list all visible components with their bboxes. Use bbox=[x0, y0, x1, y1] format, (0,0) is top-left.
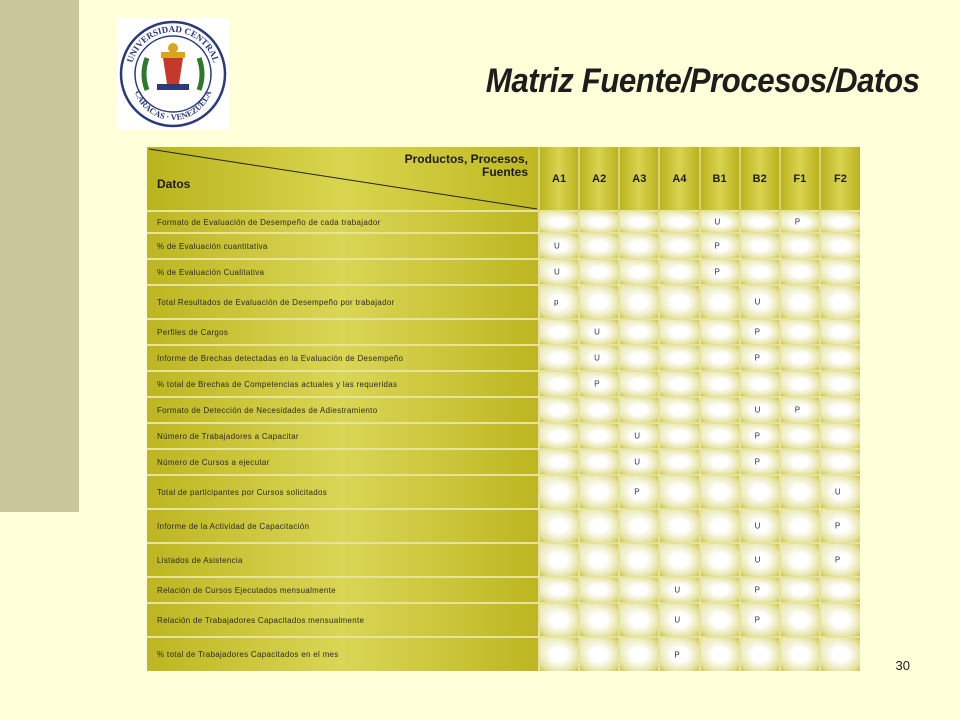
cell-value: U bbox=[714, 217, 721, 227]
matrix-cell bbox=[780, 285, 820, 319]
cell-value: P bbox=[754, 327, 760, 337]
cell-value: P bbox=[754, 585, 760, 595]
matrix-cell bbox=[820, 211, 860, 233]
matrix-cell bbox=[780, 543, 820, 577]
cell-value: p bbox=[554, 297, 559, 307]
matrix-cell bbox=[539, 423, 579, 449]
cell-value: U bbox=[754, 405, 761, 415]
matrix-cell bbox=[659, 285, 699, 319]
matrix-cell bbox=[539, 371, 579, 397]
matrix-cell bbox=[820, 371, 860, 397]
cell-value: P bbox=[714, 241, 720, 251]
matrix-cell bbox=[539, 259, 579, 285]
matrix-cell bbox=[780, 397, 820, 423]
matrix-cell bbox=[740, 449, 780, 475]
row-label: % de Evaluación cuantitativa bbox=[147, 233, 539, 259]
matrix-cell bbox=[740, 509, 780, 543]
matrix-cell bbox=[659, 423, 699, 449]
cell-value: P bbox=[834, 521, 841, 531]
matrix-header-row bbox=[147, 147, 860, 211]
matrix-cell bbox=[659, 449, 699, 475]
matrix-cell bbox=[619, 423, 659, 449]
matrix-cell bbox=[700, 603, 740, 637]
matrix-cell bbox=[780, 345, 820, 371]
table-row bbox=[147, 603, 860, 637]
matrix-cell bbox=[700, 371, 740, 397]
matrix-cell bbox=[619, 577, 659, 603]
matrix-cell bbox=[700, 475, 740, 509]
cell-value: U bbox=[594, 353, 600, 363]
svg-text:UNIVERSIDAD CENTRAL: UNIVERSIDAD CENTRAL bbox=[124, 23, 222, 64]
matrix-cell bbox=[740, 233, 780, 259]
matrix-cell bbox=[579, 285, 619, 319]
matrix-cell bbox=[780, 449, 820, 475]
matrix-cell bbox=[740, 397, 780, 423]
row-label: % total de Brechas de Competencias actuales y las requeridas bbox=[147, 371, 539, 397]
matrix-cell bbox=[579, 319, 619, 345]
matrix-cell bbox=[619, 397, 659, 423]
matrix-cell bbox=[539, 475, 579, 509]
corner-data-label: Datos bbox=[157, 177, 191, 191]
cell-value: P bbox=[794, 405, 801, 415]
table-row bbox=[147, 233, 860, 259]
matrix-cell bbox=[740, 475, 780, 509]
matrix-cell bbox=[659, 259, 699, 285]
matrix-cell bbox=[619, 371, 659, 397]
matrix-cell bbox=[579, 233, 619, 259]
column-header: F2 bbox=[820, 147, 860, 211]
row-label: Número de Cursos a ejecutar bbox=[147, 449, 539, 475]
matrix-cell bbox=[659, 577, 699, 603]
row-label: Informe de Brechas detectadas en la Evaluación de Desempeño bbox=[147, 345, 539, 371]
table-row bbox=[147, 345, 860, 371]
matrix-cell bbox=[700, 345, 740, 371]
matrix-cell bbox=[700, 319, 740, 345]
matrix-cell bbox=[619, 285, 659, 319]
matrix-cell bbox=[740, 211, 780, 233]
matrix-cell bbox=[780, 259, 820, 285]
matrix-cell bbox=[780, 211, 820, 233]
column-header: B2 bbox=[740, 147, 780, 211]
matrix-cell bbox=[740, 345, 780, 371]
matrix-cell bbox=[539, 345, 579, 371]
cell-value: P bbox=[714, 267, 720, 277]
cell-value: U bbox=[834, 487, 841, 497]
row-label: Formato de Detección de Necesidades de Adiestramiento bbox=[147, 397, 539, 423]
matrix-cell bbox=[740, 637, 780, 671]
matrix-cell bbox=[659, 211, 699, 233]
matrix-cell bbox=[659, 637, 699, 671]
cell-value: U bbox=[754, 297, 761, 307]
matrix-cell bbox=[700, 543, 740, 577]
matrix-cell bbox=[700, 637, 740, 671]
row-label: Total de participantes por Cursos solicitados bbox=[147, 475, 539, 509]
matrix-cell bbox=[820, 449, 860, 475]
matrix-cell bbox=[659, 475, 699, 509]
matrix-cell bbox=[820, 577, 860, 603]
matrix-cell bbox=[579, 371, 619, 397]
cell-value: U bbox=[594, 327, 600, 337]
matrix-cell bbox=[579, 423, 619, 449]
row-label: Relación de Cursos Ejecutados mensualmente bbox=[147, 577, 539, 603]
cell-value: U bbox=[554, 241, 560, 251]
row-label: % total de Trabajadores Capacitados en el mes bbox=[147, 637, 539, 671]
row-label: Informe de la Actividad de Capacitación bbox=[147, 509, 539, 543]
matrix-cell bbox=[820, 233, 860, 259]
matrix-cell bbox=[700, 423, 740, 449]
matrix-cell bbox=[539, 509, 579, 543]
matrix-cell bbox=[780, 319, 820, 345]
table-row bbox=[147, 285, 860, 319]
matrix-cell bbox=[539, 397, 579, 423]
matrix-corner-cell bbox=[147, 147, 539, 211]
matrix-cell bbox=[820, 319, 860, 345]
column-header: A2 bbox=[579, 147, 619, 211]
matrix-cell bbox=[619, 233, 659, 259]
matrix-cell bbox=[619, 475, 659, 509]
cell-value: U bbox=[754, 521, 761, 531]
matrix-cell bbox=[619, 345, 659, 371]
page-title: Matriz Fuente/Procesos/Datos bbox=[486, 62, 920, 100]
matrix-cell bbox=[780, 603, 820, 637]
matrix-cell bbox=[820, 259, 860, 285]
page-number: 30 bbox=[895, 658, 910, 673]
matrix-cell bbox=[539, 233, 579, 259]
matrix-cell bbox=[740, 319, 780, 345]
matrix-cell bbox=[780, 577, 820, 603]
row-label: Relación de Trabajadores Capacitados mensualmente bbox=[147, 603, 539, 637]
table-row bbox=[147, 371, 860, 397]
cell-value: P bbox=[754, 615, 760, 625]
cell-value: P bbox=[594, 379, 600, 389]
matrix-cell bbox=[659, 345, 699, 371]
column-header: F1 bbox=[780, 147, 820, 211]
matrix-cell bbox=[539, 285, 579, 319]
cell-value: P bbox=[754, 457, 760, 467]
table-row bbox=[147, 259, 860, 285]
matrix-cell bbox=[659, 603, 699, 637]
cell-value: P bbox=[754, 353, 760, 363]
matrix-cell bbox=[780, 637, 820, 671]
matrix-cell bbox=[740, 543, 780, 577]
matrix-cell bbox=[820, 637, 860, 671]
matrix-cell bbox=[820, 423, 860, 449]
matrix-cell bbox=[539, 637, 579, 671]
matrix-cell bbox=[700, 211, 740, 233]
left-sidebar-band bbox=[0, 0, 79, 512]
matrix-cell bbox=[659, 371, 699, 397]
row-label: Número de Trabajadores a Capacitar bbox=[147, 423, 539, 449]
matrix-cell bbox=[740, 371, 780, 397]
matrix-cell bbox=[780, 371, 820, 397]
row-label: Total Resultados de Evaluación de Desempeño por trabajador bbox=[147, 285, 539, 319]
row-label: % de Evaluación Cualitativa bbox=[147, 259, 539, 285]
matrix-cell bbox=[579, 475, 619, 509]
matrix-cell bbox=[659, 319, 699, 345]
row-label: Formato de Evaluación de Desempeño de cada trabajador bbox=[147, 211, 539, 233]
matrix-cell bbox=[780, 475, 820, 509]
matrix-cell bbox=[700, 259, 740, 285]
matrix-cell bbox=[659, 233, 699, 259]
matrix-cell bbox=[700, 509, 740, 543]
matrix-cell bbox=[700, 577, 740, 603]
column-header: B1 bbox=[700, 147, 740, 211]
matrix-cell bbox=[740, 423, 780, 449]
cell-value: P bbox=[794, 217, 801, 227]
matrix-cell bbox=[539, 603, 579, 637]
cell-value: U bbox=[754, 555, 761, 565]
matrix-cell bbox=[579, 577, 619, 603]
matrix-cell bbox=[820, 543, 860, 577]
cell-value: P bbox=[634, 487, 640, 497]
column-header: A1 bbox=[539, 147, 579, 211]
matrix-cell bbox=[619, 259, 659, 285]
matrix-cell bbox=[579, 259, 619, 285]
matrix-cell bbox=[619, 543, 659, 577]
column-header: A4 bbox=[659, 147, 699, 211]
table-row bbox=[147, 319, 860, 345]
cell-value: U bbox=[634, 431, 641, 441]
table-row bbox=[147, 475, 860, 509]
cell-value: P bbox=[754, 431, 760, 441]
matrix-cell bbox=[619, 319, 659, 345]
matrix-cell bbox=[740, 603, 780, 637]
matrix-cell bbox=[579, 211, 619, 233]
matrix-cell bbox=[579, 603, 619, 637]
table-row bbox=[147, 543, 860, 577]
table-row bbox=[147, 637, 860, 671]
cell-value: P bbox=[674, 650, 680, 659]
matrix-cell bbox=[619, 603, 659, 637]
cell-value: U bbox=[674, 615, 681, 625]
matrix-cell bbox=[539, 211, 579, 233]
corner-products-processes-label: Productos, Procesos, Fuentes bbox=[404, 152, 528, 179]
matrix-cell bbox=[780, 233, 820, 259]
matrix-cell bbox=[579, 509, 619, 543]
matrix-cell bbox=[820, 475, 860, 509]
row-label: Perfiles de Cargos bbox=[147, 319, 539, 345]
cell-value: P bbox=[834, 555, 841, 565]
column-header: A3 bbox=[619, 147, 659, 211]
matrix-cell bbox=[700, 397, 740, 423]
cell-value: U bbox=[554, 267, 560, 277]
matrix-cell bbox=[539, 543, 579, 577]
matrix-cell bbox=[579, 637, 619, 671]
matrix-cell bbox=[619, 509, 659, 543]
matrix-cell bbox=[820, 285, 860, 319]
matrix-cell bbox=[740, 259, 780, 285]
table-row bbox=[147, 423, 860, 449]
matrix-cell bbox=[579, 397, 619, 423]
matrix-cell bbox=[700, 233, 740, 259]
matrix-cell bbox=[780, 423, 820, 449]
matrix-cell bbox=[659, 509, 699, 543]
matrix-cell bbox=[539, 449, 579, 475]
cell-value: U bbox=[634, 457, 641, 467]
matrix-cell bbox=[579, 543, 619, 577]
matrix-cell bbox=[700, 449, 740, 475]
matrix-cell bbox=[820, 603, 860, 637]
cell-value: U bbox=[674, 585, 681, 595]
source-process-data-matrix bbox=[147, 147, 860, 671]
row-label: Listados de Asistencia bbox=[147, 543, 539, 577]
matrix-cell bbox=[619, 449, 659, 475]
matrix-cell bbox=[820, 345, 860, 371]
matrix-cell bbox=[780, 509, 820, 543]
matrix-cell bbox=[740, 285, 780, 319]
table-row bbox=[147, 509, 860, 543]
table-row bbox=[147, 577, 860, 603]
matrix-cell bbox=[539, 577, 579, 603]
matrix-cell bbox=[579, 345, 619, 371]
table-row bbox=[147, 211, 860, 233]
table-row bbox=[147, 397, 860, 423]
svg-text:CARACAS · VENEZUELA: CARACAS · VENEZUELA bbox=[132, 88, 214, 123]
matrix-cell bbox=[659, 543, 699, 577]
matrix-cell bbox=[700, 285, 740, 319]
matrix-cell bbox=[659, 397, 699, 423]
matrix-cell bbox=[820, 509, 860, 543]
matrix-cell bbox=[820, 397, 860, 423]
matrix-cell bbox=[740, 577, 780, 603]
matrix-cell bbox=[619, 637, 659, 671]
matrix-cell bbox=[579, 449, 619, 475]
table-row bbox=[147, 449, 860, 475]
matrix-cell bbox=[619, 211, 659, 233]
university-seal-logo bbox=[117, 18, 229, 130]
matrix-cell bbox=[539, 319, 579, 345]
